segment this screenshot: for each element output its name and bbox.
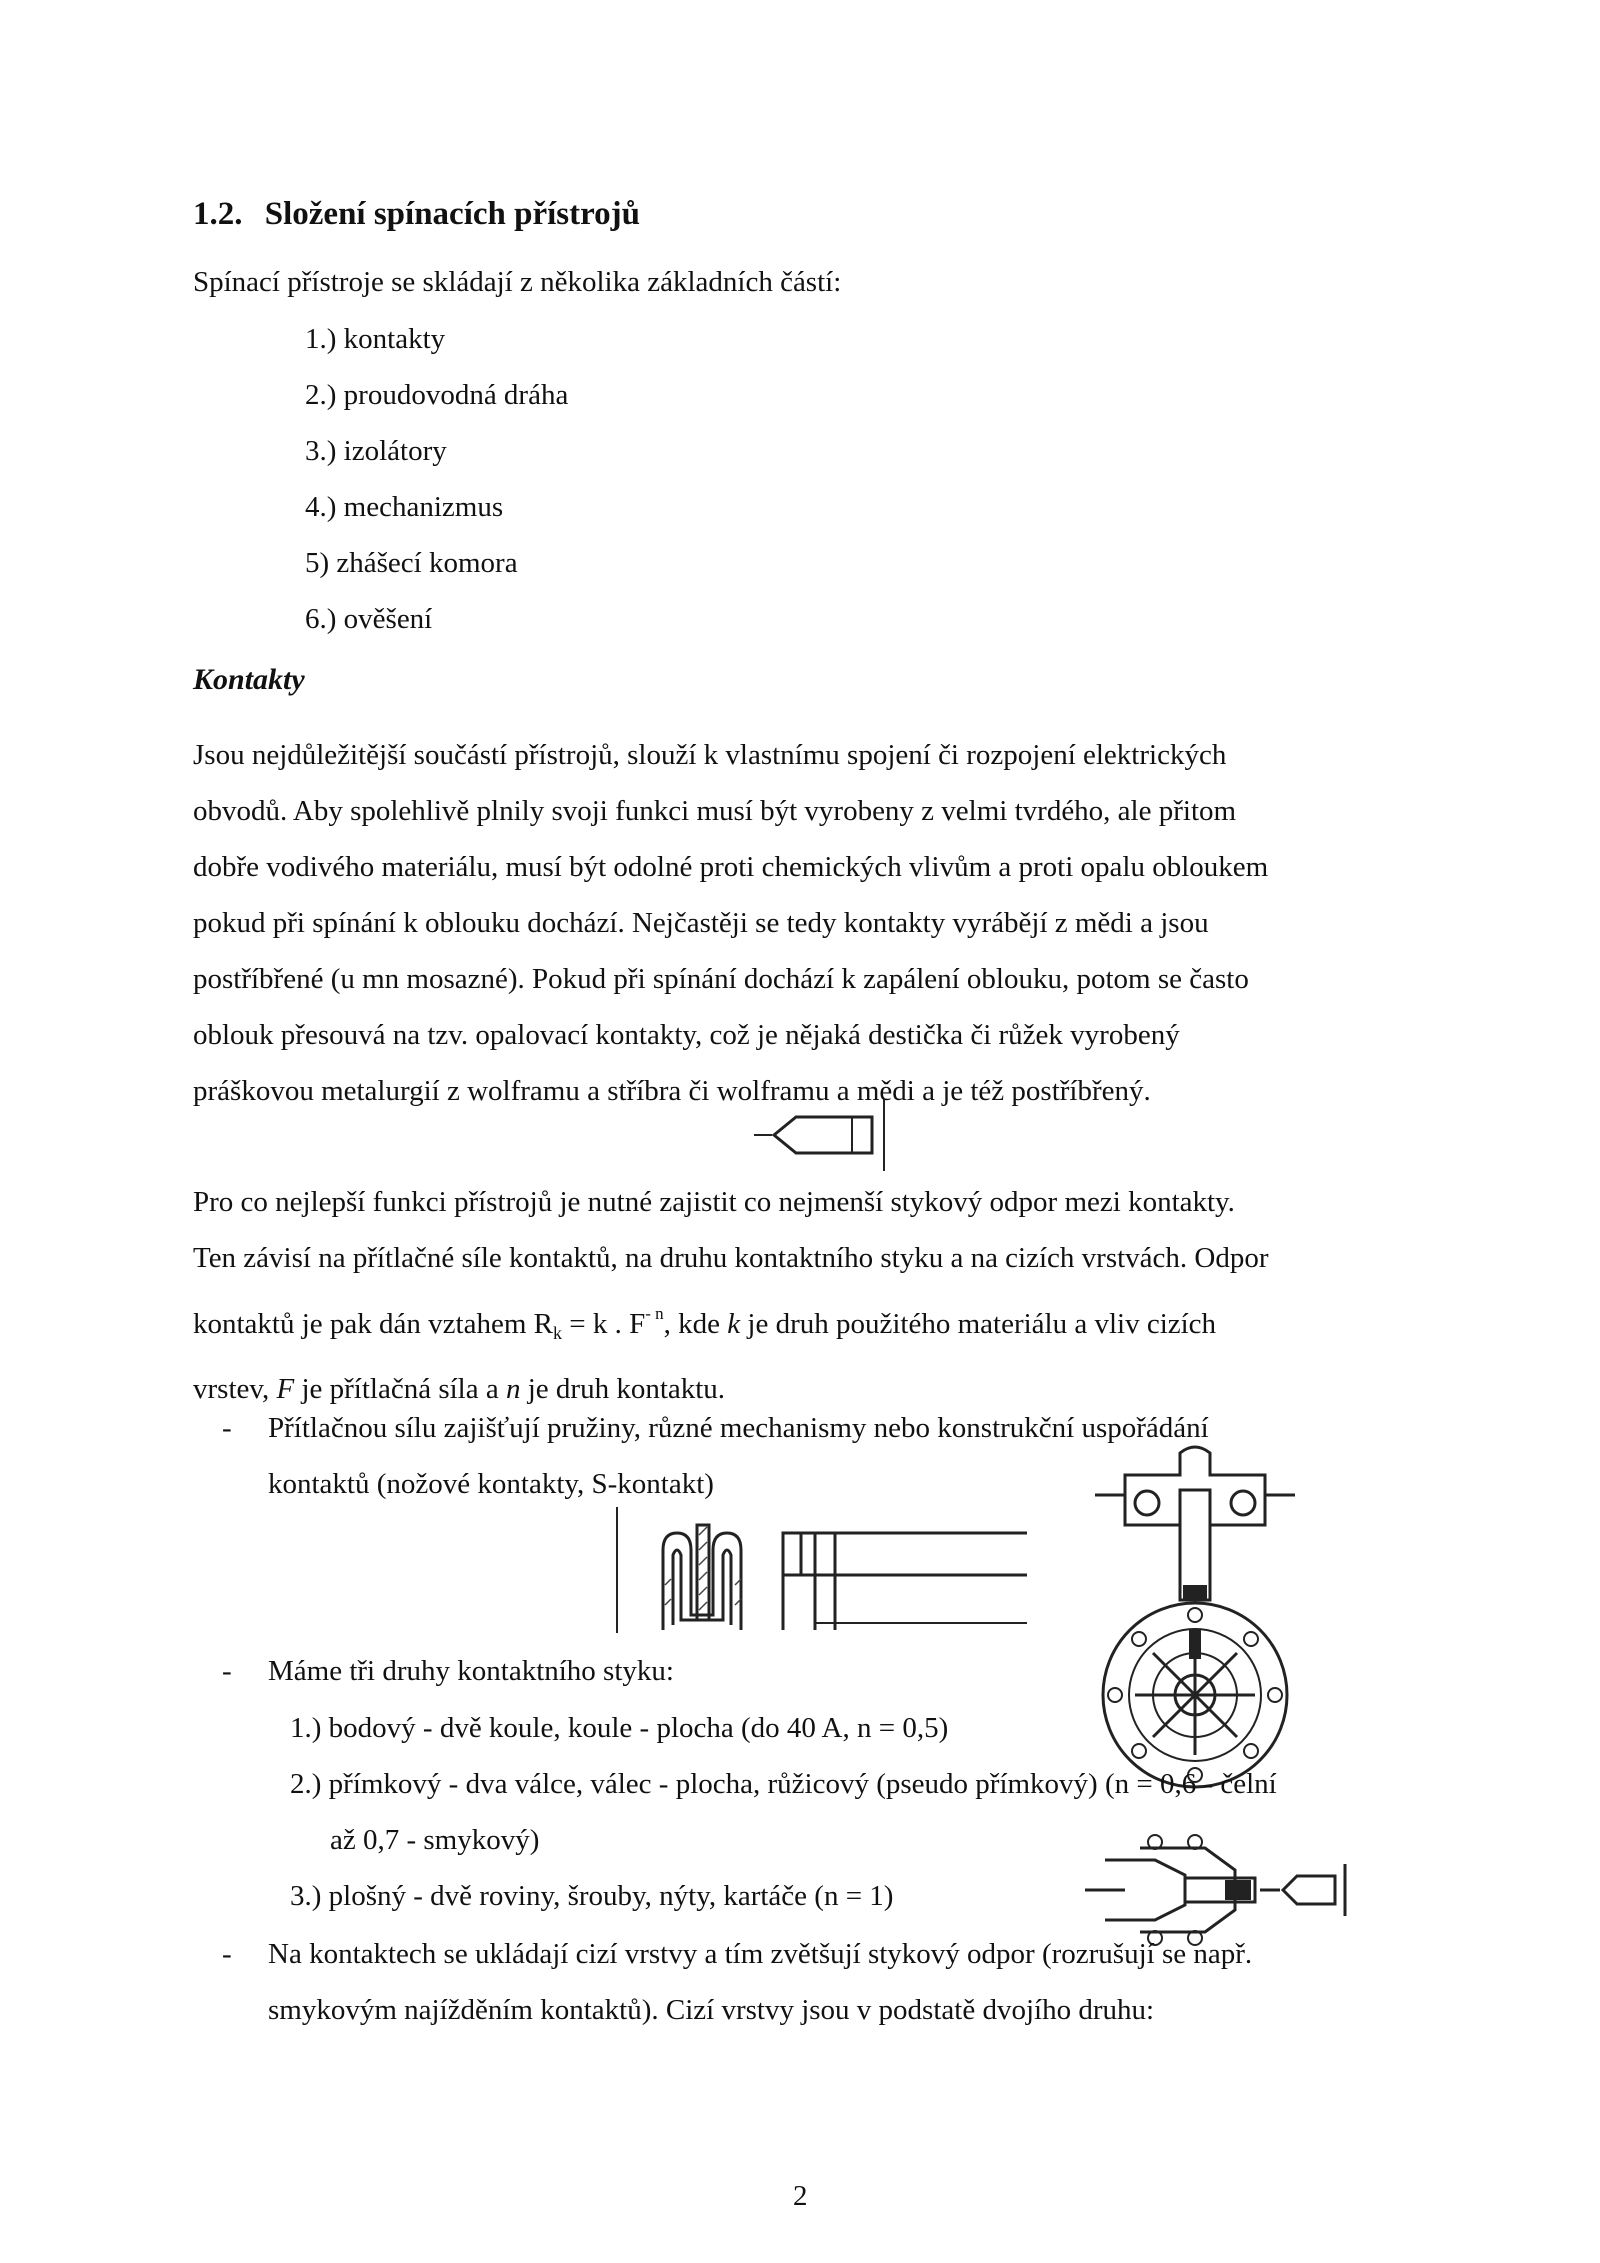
tulip-contact-figure — [1085, 1830, 1350, 1950]
contact-type-item: 1.) bodový - dvě koule, koule - plocha (do 40 A, n = 0,5) — [290, 1712, 949, 1744]
paragraph-line: Pro co nejlepší funkci přístrojů je nutné zajistit co nejmenší stykový odpor mezi kontakty. — [193, 1186, 1235, 1218]
contacts-heading: Kontakty — [193, 663, 305, 696]
bullet-dash: - — [222, 1655, 232, 1687]
intro-text: Spínací přístroje se skládají z několika základních částí: — [193, 266, 842, 298]
formula-line: kontaktů je pak dán vztahem $R_k = k$ . $F^{- n}$, kde k je druh použitého materiálu a vliv cizích — [193, 1304, 1217, 1343]
paragraph-line: dobře vodivého materiálu, musí být odolné proti chemických vlivům a proti opalu obloukem — [193, 851, 1269, 883]
section-title: Složení spínacích přístrojů — [264, 196, 641, 232]
bullet-text: kontaktů (nožové kontakty, S-kontakt) — [268, 1468, 714, 1500]
bullet-text: Máme tři druhy kontaktního styku: — [268, 1655, 674, 1687]
paragraph-line: oblouk přesouvá na tzv. opalovací kontakty, což je nějaká destička či růžek vyrobený — [193, 1019, 1180, 1051]
contact-type-item: 2.) přímkový - dva válce, válec - plocha, růžicový (pseudo přímkový) (n = 0,6 - čelní — [290, 1768, 1277, 1800]
resistance-paragraph — [193, 1174, 1398, 1417]
paragraph-line: postříbřené (u mn mosazné). Pokud při spínání dochází k zapálení oblouku, potom se často — [193, 963, 1249, 995]
part-item: 6.) ověšení — [305, 603, 433, 635]
part-item: 2.) proudovodná dráha — [305, 379, 569, 411]
contacts-paragraph — [193, 727, 1398, 1119]
rosette-contact-figure — [1085, 1445, 1305, 1785]
part-item: 5) zhášecí komora — [305, 547, 518, 579]
part-item: 1.) kontakty — [305, 323, 446, 355]
contact-type-item: 3.) plošný - dvě roviny, šrouby, nýty, kartáče (n = 1) — [290, 1880, 894, 1912]
paragraph-line: Ten závisí na přítlačné síle kontaktů, na druhu kontaktního styku a na cizích vrstvách. Odpor — [193, 1242, 1269, 1274]
page-number: 2 — [793, 2180, 808, 2212]
arcing-contact-figure — [752, 1095, 897, 1175]
contact-type-item: až 0,7 - smykový) — [330, 1824, 540, 1856]
knife-contact-figure — [615, 1505, 1035, 1635]
bullet-text: smykovým najížděním kontaktů). Cizí vrstvy jsou v podstatě dvojího druhu: — [268, 1994, 1155, 2026]
bullet-text: Na kontaktech se ukládají cizí vrstvy a tím zvětšují stykový odpor (rozrušují se např. — [268, 1938, 1253, 1970]
section-heading — [193, 196, 640, 233]
part-item: 4.) mechanizmus — [305, 491, 504, 523]
part-item: 3.) izolátory — [305, 435, 447, 467]
section-number: 1.2. — [193, 196, 243, 232]
bullet-dash: - — [222, 1412, 232, 1444]
paragraph-line: obvodů. Aby spolehlivě plnily svoji funkci musí být vyrobeny z velmi tvrdého, ale přitom — [193, 795, 1237, 827]
paragraph-line: pokud při spínání k oblouku dochází. Nejčastěji se tedy kontakty vyrábějí z mědi a jsou — [193, 907, 1209, 939]
bullet-dash: - — [222, 1938, 232, 1970]
bullet-text: Přítlačnou sílu zajišťují pružiny, různé mechanismy nebo konstrukční uspořádání — [268, 1412, 1209, 1444]
paragraph-line: vrstev, F je přítlačná síla a n je druh kontaktu. — [193, 1373, 726, 1405]
paragraph-line: práškovou metalurgií z wolframu a stříbra či wolframu a mědi a je též postříbřený. — [193, 1075, 1151, 1107]
paragraph-line: Jsou nejdůležitější součástí přístrojů, slouží k vlastnímu spojení či rozpojení elektrických — [193, 739, 1227, 771]
